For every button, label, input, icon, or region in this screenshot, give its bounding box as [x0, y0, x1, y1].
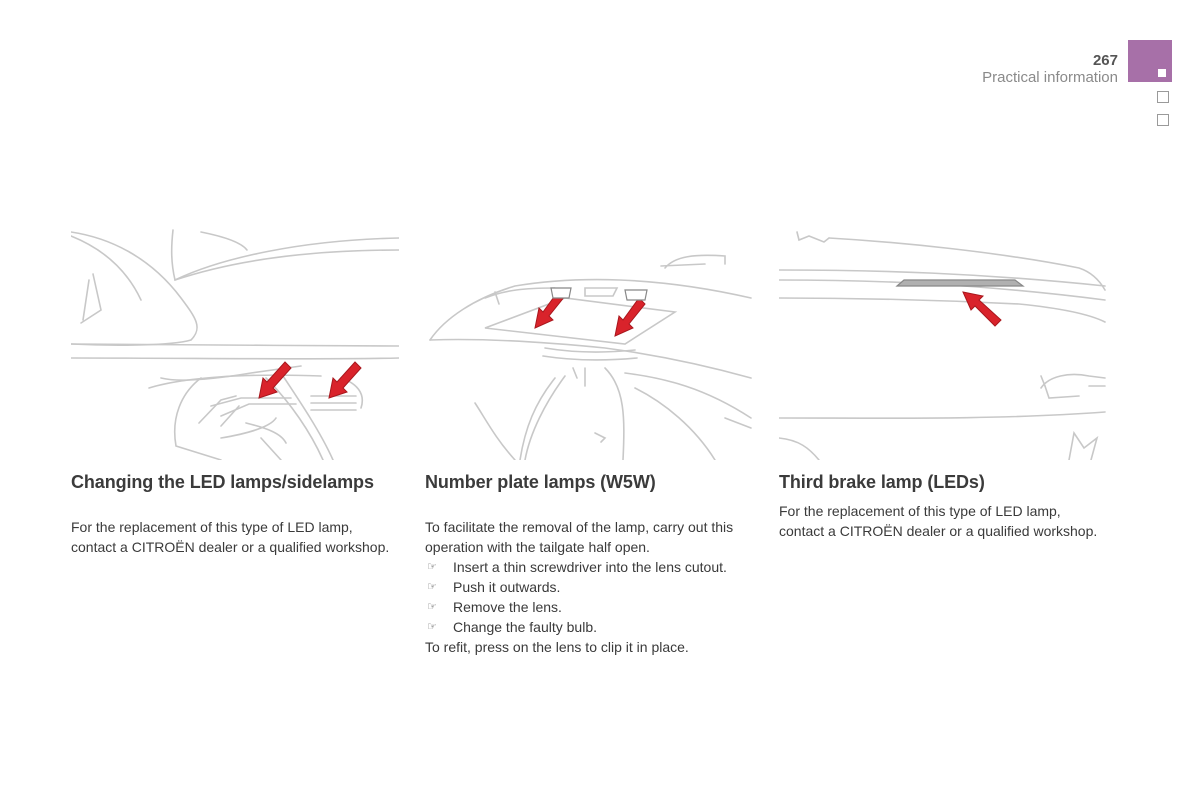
- chapter-tab: [1128, 40, 1172, 82]
- section-body: [425, 517, 755, 657]
- page-header: [982, 52, 1118, 87]
- steps-list: [425, 557, 755, 637]
- section-body: [71, 517, 401, 557]
- section-led-sidelamps: [71, 228, 401, 557]
- section-title: Number plate lamps (W5W): [425, 472, 656, 492]
- section-title: Changing the LED lamps/sidelamps: [71, 472, 374, 492]
- section-body: [779, 501, 1109, 541]
- section-name: Practical information: [982, 69, 1118, 86]
- tab-box-icon: [1157, 114, 1169, 126]
- list-item: ☞ Insert a thin screwdriver into the lens cutout.: [427, 559, 727, 575]
- tailgate-number-plate-lamps-illustration: [425, 228, 753, 460]
- hand-pointer-icon: ☞: [427, 601, 437, 613]
- section-third-brake-lamp: [779, 228, 1109, 541]
- section-title: Third brake lamp (LEDs): [779, 472, 985, 492]
- roof-third-brake-lamp-illustration: [779, 228, 1107, 460]
- list-item: ☞ Push it outwards.: [427, 579, 561, 595]
- intro-text: To facilitate the removal of the lamp, carry out this operation with the tailgate half open.: [425, 519, 734, 555]
- list-item: ☞ Change the faulty bulb.: [427, 619, 597, 635]
- tab-dot-icon: [1158, 69, 1166, 77]
- tab-box-icon: [1157, 91, 1169, 103]
- hand-pointer-icon: ☞: [427, 581, 437, 593]
- body-text: For the replacement of this type of LED lamp, contact a CITROËN dealer or a qualified workshop.: [71, 519, 390, 555]
- section-number-plate-lamps: [425, 228, 755, 657]
- list-item: ☞ Remove the lens.: [427, 599, 562, 615]
- car-rear-side-lamps-illustration: [71, 228, 399, 460]
- outro-text: To refit, press on the lens to clip it in place.: [425, 639, 689, 655]
- body-text: For the replacement of this type of LED lamp, contact a CITROËN dealer or a qualified workshop.: [779, 503, 1098, 539]
- page-number: 267: [1092, 52, 1118, 69]
- hand-pointer-icon: ☞: [427, 621, 437, 633]
- hand-pointer-icon: ☞: [427, 561, 437, 573]
